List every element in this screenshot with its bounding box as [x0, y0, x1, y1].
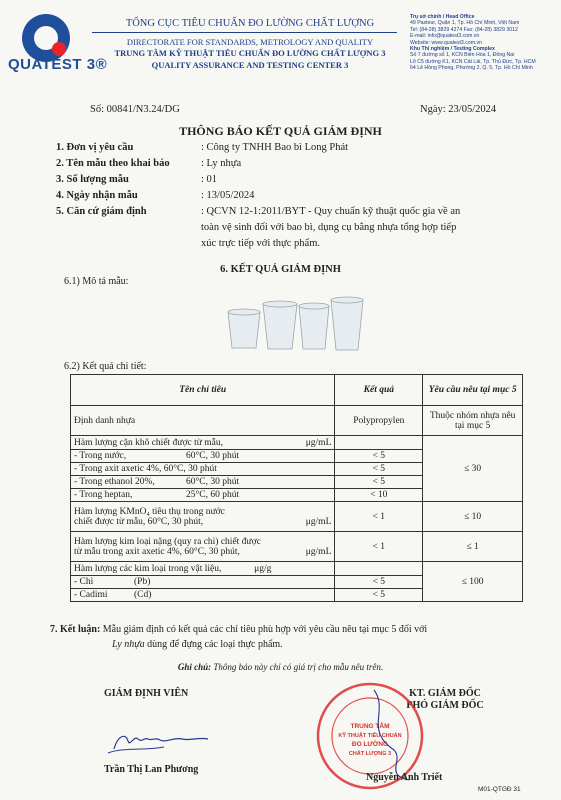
org-line-1: TỔNG CỤC TIÊU CHUẨN ĐO LƯỜNG CHẤT LƯỢNG: [125, 18, 375, 29]
inspector-title: GIÁM ĐỊNH VIÊN: [104, 688, 189, 699]
sample-description-label: 6.1) Mô tả mẫu:: [64, 276, 129, 287]
director-title: KT. GIÁM ĐỐC PHÓ GIÁM ĐỐC: [406, 688, 484, 711]
table-row: - Trong nước, 60°C, 30 phút < 5: [71, 450, 523, 463]
col-header-criteria: Tên chỉ tiêu: [71, 375, 335, 406]
table-row: - Trong axit axetic 4%, 60°C, 30 phút < 5: [71, 463, 523, 476]
table-row: - Trong ethanol 20%, 60°C, 30 phút < 5: [71, 476, 523, 489]
residue-requirement: ≤ 30: [423, 436, 523, 502]
document-date: Ngày: 23/05/2024: [420, 104, 497, 115]
table-row: - Chì (Pb) < 5: [71, 576, 523, 589]
info-row-cont: toàn vệ sinh đối với bao bì, dụng cụ bằng nhựa tổng hợp tiếp: [201, 222, 457, 233]
org-line-4: QUALITY ASSURANCE AND TESTING CENTER 3: [151, 60, 349, 70]
table-row: - Cadimi (Cd) < 5: [71, 589, 523, 602]
inspector-signature: [104, 727, 214, 755]
table-row: - Trong heptan, 25°C, 60 phút < 10: [71, 489, 523, 502]
detail-results-label: 6.2) Kết quả chi tiết:: [64, 361, 147, 372]
table-row: Hàm lượng cặn khô chiết được từ mẫu, μg/mL ≤ 30: [71, 436, 523, 450]
table-header-row: [71, 375, 523, 406]
col-header-result: Kết quả: [335, 375, 423, 406]
sample-cups-photo: [225, 294, 365, 352]
header-rule: [92, 32, 397, 33]
inspector-name: Trần Thị Lan Phương: [104, 764, 199, 775]
svg-text:KỸ THUẬT TIÊU CHUẨN: KỸ THUẬT TIÊU CHUẨN: [338, 733, 402, 739]
table-row: Hàm lượng kim loại nặng (quy ra chì) chiết được từ mẫu trong axit axetic 4%, 60°C, 30 phút, μg/mL < 1 ≤ 1: [71, 532, 523, 562]
office-contact-block: Trụ sở chính / Head Office 49 Pasteur, Quận 1, Tp. Hồ Chí Minh, Việt Nam Tel: (84-28) 3829 4274 Fax: (84-28) 3829 3012 E-mail: info@quatest3.com.vn Website: www.quatest3.com.vn Khu Thí nghiệm / Testing Complex Số 7 đường số 1, KCN Biên Hòa 1, Đồng Nai Lô C5 đường K1, KCN Cát Lái, Tp. Thủ Đức, Tp. HCM 64 Lê Hồng Phong, Phường 2, Q. 5, Tp. Hồ Chí Minh: [410, 14, 536, 72]
document-title: THÔNG BÁO KẾT QUẢ GIÁM ĐỊNH: [179, 124, 382, 138]
table-row: Định danh nhựa Polypropylen Thuộc nhóm nhựa nêu tại mục 5: [71, 406, 523, 436]
info-row-cont: xúc trực tiếp với thực phẩm.: [201, 238, 320, 249]
org-line-3: TRUNG TÂM KỸ THUẬT TIÊU CHUẨN ĐO LƯỜNG CHẤT LƯỢNG 3: [114, 48, 386, 58]
logo-text: QUATEST 3®: [8, 56, 108, 73]
logo-red-dot: [52, 42, 66, 56]
col-header-requirement: Yêu cầu nêu tại mục 5: [423, 375, 523, 406]
document-number: Số: 00841/N3.24/DG: [90, 104, 180, 115]
svg-text:TRUNG TÂM: TRUNG TÂM: [350, 723, 390, 730]
svg-text:CHẤT LƯỢNG 3: CHẤT LƯỢNG 3: [348, 751, 392, 757]
results-table: [70, 374, 523, 602]
table-row: Hàm lượng KMnO₄ tiêu thụ trong nước chiết được từ mẫu, 60°C, 30 phút, μg/mL < 1 ≤ 10: [71, 502, 523, 532]
table-row: Hàm lượng các kim loại trong vật liệu, μg/g ≤ 100: [71, 562, 523, 576]
section-6-title: 6. KẾT QUẢ GIÁM ĐỊNH: [220, 264, 341, 275]
director-name: Nguyễn Anh Triết: [366, 772, 443, 783]
org-line-2: DIRECTORATE FOR STANDARDS, METROLOGY AND QUALITY: [126, 37, 374, 47]
metals-requirement: ≤ 100: [423, 562, 523, 602]
form-code: M01-QTGĐ 31: [478, 786, 521, 793]
svg-text:ĐO LƯỜNG: ĐO LƯỜNG: [351, 741, 389, 748]
conclusion: 7. Kết luận: Mẫu giám định có kết quả các chỉ tiêu phù hợp với yêu cầu nêu tại mục 5 đối với Ly nhựa dùng để đựng các loại thực phẩm.: [50, 624, 428, 650]
note: Ghi chú: Thông báo này chỉ có giá trị cho mẫu nêu trên.: [177, 662, 384, 672]
